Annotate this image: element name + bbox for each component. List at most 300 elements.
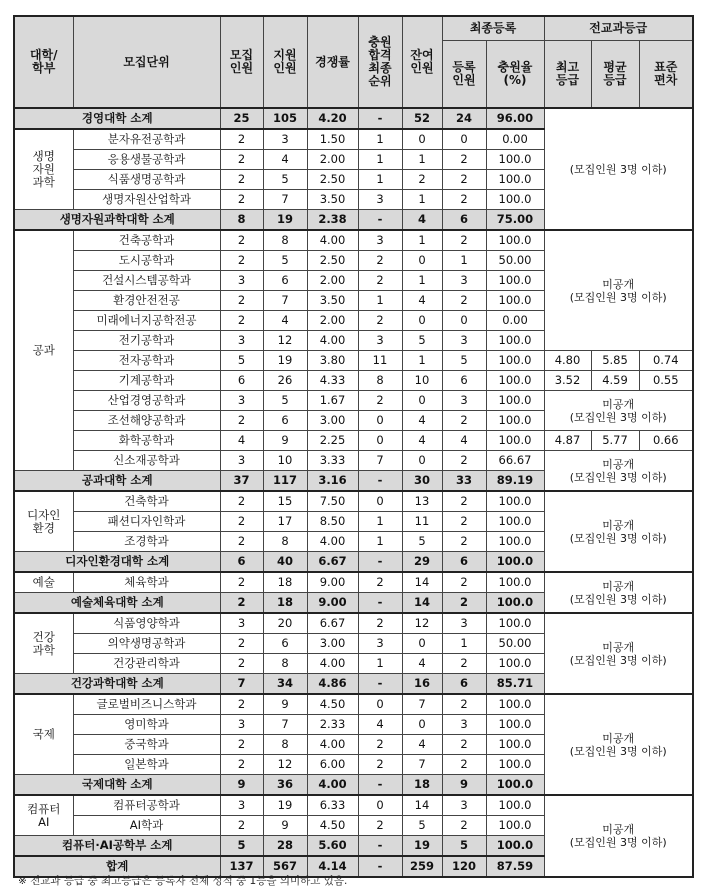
applicants-cell: 7	[263, 291, 307, 311]
reg-count-cell: 2	[442, 170, 486, 190]
quota-cell: 2	[220, 150, 263, 170]
fill-rate-cell: 100.0	[486, 351, 544, 371]
fill-rate-cell: 100.0	[486, 271, 544, 291]
reg-count-cell: 2	[442, 512, 486, 532]
ratio-cell: 2.00	[307, 150, 358, 170]
applicants-cell: 567	[263, 856, 307, 877]
dept-name: 응용생물공학과	[73, 150, 220, 170]
table-row	[14, 371, 693, 391]
col-grades: 전교과등급	[544, 16, 693, 41]
applicants-cell: 5	[263, 170, 307, 190]
remaining-cell: 0	[402, 251, 442, 271]
applicants-cell: 5	[263, 251, 307, 271]
applicants-cell: 8	[263, 532, 307, 552]
fill-rate-cell: 100.0	[486, 150, 544, 170]
quota-cell: 2	[220, 291, 263, 311]
applicants-cell: 12	[263, 755, 307, 775]
table-header	[14, 16, 693, 108]
applicants-cell: 117	[263, 471, 307, 492]
remaining-cell: 14	[402, 593, 442, 614]
rank-cell: -	[358, 674, 402, 695]
grade-undisclosed-note: (모집인원 3명 이하)	[544, 108, 693, 230]
col-avg-grade: 평균 등급	[591, 41, 639, 109]
quota-cell: 3	[220, 795, 263, 816]
quota-cell: 2	[220, 654, 263, 674]
fill-rate-cell: 100.0	[486, 532, 544, 552]
ratio-cell: 3.00	[307, 411, 358, 431]
ratio-cell: 7.50	[307, 491, 358, 512]
ratio-cell: 3.50	[307, 291, 358, 311]
rank-cell: 3	[358, 190, 402, 210]
fill-rate-cell: 96.00	[486, 108, 544, 129]
remaining-cell: 4	[402, 735, 442, 755]
applicants-cell: 3	[263, 129, 307, 150]
college-name: 디자인 환경	[14, 491, 73, 552]
reg-count-cell: 2	[442, 150, 486, 170]
remaining-cell: 5	[402, 816, 442, 836]
col-unit: 모집단위	[73, 16, 220, 108]
rank-cell: 3	[358, 331, 402, 351]
applicants-cell: 9	[263, 694, 307, 715]
applicants-cell: 40	[263, 552, 307, 573]
ratio-cell: 2.38	[307, 210, 358, 231]
grade-undisclosed-note: 미공개 (모집인원 3명 이하)	[544, 572, 693, 613]
fill-rate-cell: 100.0	[486, 755, 544, 775]
reg-count-cell: 4	[442, 431, 486, 451]
quota-cell: 2	[220, 532, 263, 552]
fill-rate-cell: 50.00	[486, 251, 544, 271]
remaining-cell: 0	[402, 634, 442, 654]
ratio-cell: 2.33	[307, 715, 358, 735]
quota-cell: 7	[220, 674, 263, 695]
table-body	[14, 108, 693, 877]
applicants-cell: 5	[263, 391, 307, 411]
quota-cell: 9	[220, 775, 263, 796]
remaining-cell: 1	[402, 150, 442, 170]
reg-count-cell: 3	[442, 715, 486, 735]
ratio-cell: 2.50	[307, 170, 358, 190]
dept-name: 조경학과	[73, 532, 220, 552]
quota-cell: 3	[220, 271, 263, 291]
ratio-cell: 8.50	[307, 512, 358, 532]
ratio-cell: 6.00	[307, 755, 358, 775]
rank-cell: 1	[358, 291, 402, 311]
dept-name: 건축공학과	[73, 230, 220, 251]
grade-undisclosed-note: 미공개 (모집인원 3명 이하)	[544, 230, 693, 351]
std-dev-cell: 0.66	[639, 431, 693, 451]
rank-cell: 0	[358, 795, 402, 816]
grade-undisclosed-note: 미공개 (모집인원 3명 이하)	[544, 613, 693, 694]
fill-rate-cell: 100.0	[486, 371, 544, 391]
quota-cell: 2	[220, 230, 263, 251]
college-name: 예술	[14, 572, 73, 593]
applicants-cell: 4	[263, 150, 307, 170]
fill-rate-cell: 100.0	[486, 775, 544, 796]
fill-rate-cell: 87.59	[486, 856, 544, 877]
dept-name: 의약생명공학과	[73, 634, 220, 654]
applicants-cell: 34	[263, 674, 307, 695]
reg-count-cell: 3	[442, 331, 486, 351]
reg-count-cell: 2	[442, 451, 486, 471]
dept-name: 조선해양공학과	[73, 411, 220, 431]
rank-cell: 2	[358, 251, 402, 271]
quota-cell: 2	[220, 411, 263, 431]
dept-name: 건설시스템공학과	[73, 271, 220, 291]
grade-undisclosed-note: 미공개 (모집인원 3명 이하)	[544, 694, 693, 795]
rank-cell: -	[358, 836, 402, 857]
dept-name: 생명자원산업학과	[73, 190, 220, 210]
reg-count-cell: 2	[442, 816, 486, 836]
dept-name: 건축학과	[73, 491, 220, 512]
remaining-cell: 52	[402, 108, 442, 129]
quota-cell: 5	[220, 836, 263, 857]
applicants-cell: 19	[263, 351, 307, 371]
fill-rate-cell: 100.0	[486, 411, 544, 431]
quota-cell: 5	[220, 351, 263, 371]
quota-cell: 3	[220, 613, 263, 634]
quota-cell: 2	[220, 735, 263, 755]
rank-cell: 0	[358, 431, 402, 451]
rank-cell: 7	[358, 451, 402, 471]
dept-name: 신소재공학과	[73, 451, 220, 471]
fill-rate-cell: 100.0	[486, 431, 544, 451]
subtotal-label: 건강과학대학 소계	[14, 674, 220, 695]
rank-cell: 1	[358, 170, 402, 190]
remaining-cell: 14	[402, 795, 442, 816]
ratio-cell: 4.00	[307, 775, 358, 796]
reg-count-cell: 2	[442, 491, 486, 512]
applicants-cell: 7	[263, 190, 307, 210]
rank-cell: 2	[358, 735, 402, 755]
ratio-cell: 2.00	[307, 311, 358, 331]
ratio-cell: 4.00	[307, 735, 358, 755]
remaining-cell: 5	[402, 532, 442, 552]
reg-count-cell: 2	[442, 190, 486, 210]
quota-cell: 2	[220, 634, 263, 654]
dept-name: 식품생명공학과	[73, 170, 220, 190]
quota-cell: 2	[220, 593, 263, 614]
dept-name: 환경안전전공	[73, 291, 220, 311]
quota-cell: 2	[220, 512, 263, 532]
ratio-cell: 3.00	[307, 634, 358, 654]
applicants-cell: 28	[263, 836, 307, 857]
fill-rate-cell: 100.0	[486, 795, 544, 816]
fill-rate-cell: 100.0	[486, 816, 544, 836]
subtotal-label: 합계	[14, 856, 220, 877]
college-name: 컴퓨터 AI	[14, 795, 73, 836]
quota-cell: 2	[220, 491, 263, 512]
dept-name: 화학공학과	[73, 431, 220, 451]
quota-cell: 37	[220, 471, 263, 492]
remaining-cell: 4	[402, 654, 442, 674]
rank-cell: 0	[358, 491, 402, 512]
rank-cell: -	[358, 593, 402, 614]
remaining-cell: 0	[402, 129, 442, 150]
applicants-cell: 19	[263, 210, 307, 231]
grade-undisclosed-note: 미공개 (모집인원 3명 이하)	[544, 491, 693, 572]
col-quota: 모집 인원	[220, 16, 263, 108]
reg-count-cell: 1	[442, 251, 486, 271]
col-best-grade: 최고 등급	[544, 41, 591, 109]
reg-count-cell: 0	[442, 129, 486, 150]
reg-count-cell: 2	[442, 593, 486, 614]
applicants-cell: 4	[263, 311, 307, 331]
applicants-cell: 19	[263, 795, 307, 816]
applicants-cell: 105	[263, 108, 307, 129]
reg-count-cell: 6	[442, 210, 486, 231]
ratio-cell: 3.16	[307, 471, 358, 492]
grade-undisclosed-note: 미공개 (모집인원 3명 이하)	[544, 451, 693, 492]
dept-name: 도시공학과	[73, 251, 220, 271]
rank-cell: 8	[358, 371, 402, 391]
table-row	[14, 431, 693, 451]
fill-rate-cell: 100.0	[486, 572, 544, 593]
ratio-cell: 6.67	[307, 613, 358, 634]
remaining-cell: 0	[402, 451, 442, 471]
remaining-cell: 4	[402, 291, 442, 311]
reg-count-cell: 6	[442, 371, 486, 391]
rank-cell: 2	[358, 572, 402, 593]
reg-count-cell: 2	[442, 755, 486, 775]
rank-cell: -	[358, 108, 402, 129]
remaining-cell: 10	[402, 371, 442, 391]
rank-cell: 0	[358, 411, 402, 431]
subtotal-label: 생명자원과학대학 소계	[14, 210, 220, 231]
fill-rate-cell: 75.00	[486, 210, 544, 231]
applicants-cell: 10	[263, 451, 307, 471]
remaining-cell: 4	[402, 411, 442, 431]
reg-count-cell: 33	[442, 471, 486, 492]
applicants-cell: 36	[263, 775, 307, 796]
reg-count-cell: 3	[442, 391, 486, 411]
fill-rate-cell: 100.0	[486, 512, 544, 532]
ratio-cell: 1.67	[307, 391, 358, 411]
rank-cell: 4	[358, 715, 402, 735]
fill-rate-cell: 100.0	[486, 170, 544, 190]
reg-count-cell: 6	[442, 674, 486, 695]
reg-count-cell: 2	[442, 230, 486, 251]
dept-name: 기계공학과	[73, 371, 220, 391]
table-row	[14, 391, 693, 411]
col-reg-count: 등록 인원	[442, 41, 486, 109]
col-final-reg: 최종등록	[442, 16, 544, 41]
fill-rate-cell: 0.00	[486, 311, 544, 331]
remaining-cell: 4	[402, 210, 442, 231]
subtotal-label: 국제대학 소계	[14, 775, 220, 796]
col-college: 대학/ 학부	[14, 16, 73, 108]
col-fill-rate: 충원율 (%)	[486, 41, 544, 109]
ratio-cell: 4.20	[307, 108, 358, 129]
rank-cell: 1	[358, 150, 402, 170]
ratio-cell: 2.25	[307, 431, 358, 451]
fill-rate-cell: 100.0	[486, 331, 544, 351]
rank-cell: 2	[358, 391, 402, 411]
rank-cell: 11	[358, 351, 402, 371]
reg-count-cell: 2	[442, 532, 486, 552]
fill-rate-cell: 100.0	[486, 735, 544, 755]
fill-rate-cell: 66.67	[486, 451, 544, 471]
remaining-cell: 1	[402, 230, 442, 251]
std-dev-cell: 0.74	[639, 351, 693, 371]
applicants-cell: 8	[263, 735, 307, 755]
rank-cell: -	[358, 856, 402, 877]
rank-cell: 2	[358, 613, 402, 634]
quota-cell: 6	[220, 371, 263, 391]
reg-count-cell: 2	[442, 654, 486, 674]
dept-name: 글로벌비즈니스학과	[73, 694, 220, 715]
rank-cell: 2	[358, 816, 402, 836]
remaining-cell: 29	[402, 552, 442, 573]
reg-count-cell: 1	[442, 634, 486, 654]
table-row	[14, 491, 693, 512]
table-row	[14, 351, 693, 371]
remaining-cell: 13	[402, 491, 442, 512]
remaining-cell: 0	[402, 715, 442, 735]
subtotal-label: 예술체육대학 소계	[14, 593, 220, 614]
college-name: 국제	[14, 694, 73, 775]
reg-count-cell: 3	[442, 613, 486, 634]
applicants-cell: 15	[263, 491, 307, 512]
remaining-cell: 1	[402, 190, 442, 210]
ratio-cell: 5.60	[307, 836, 358, 857]
quota-cell: 2	[220, 170, 263, 190]
reg-count-cell: 3	[442, 271, 486, 291]
subtotal-label: 경영대학 소계	[14, 108, 220, 129]
table-row	[14, 613, 693, 634]
applicants-cell: 20	[263, 613, 307, 634]
college-name: 공과	[14, 230, 73, 471]
grade-undisclosed-note: 미공개 (모집인원 3명 이하)	[544, 795, 693, 877]
quota-cell: 25	[220, 108, 263, 129]
fill-rate-cell: 0.00	[486, 129, 544, 150]
rank-cell: 3	[358, 634, 402, 654]
remaining-cell: 7	[402, 755, 442, 775]
fill-rate-cell: 89.19	[486, 471, 544, 492]
remaining-cell: 18	[402, 775, 442, 796]
quota-cell: 2	[220, 572, 263, 593]
applicants-cell: 17	[263, 512, 307, 532]
applicants-cell: 18	[263, 593, 307, 614]
ratio-cell: 3.50	[307, 190, 358, 210]
remaining-cell: 0	[402, 311, 442, 331]
quota-cell: 2	[220, 129, 263, 150]
ratio-cell: 6.67	[307, 552, 358, 573]
quota-cell: 3	[220, 391, 263, 411]
dept-name: 컴퓨터공학과	[73, 795, 220, 816]
rank-cell: 1	[358, 129, 402, 150]
quota-cell: 3	[220, 451, 263, 471]
fill-rate-cell: 100.0	[486, 694, 544, 715]
quota-cell: 2	[220, 755, 263, 775]
remaining-cell: 16	[402, 674, 442, 695]
rank-cell: 2	[358, 271, 402, 291]
col-ratio: 경쟁률	[307, 16, 358, 108]
col-rank: 충원 합격 최종 순위	[358, 16, 402, 108]
fill-rate-cell: 100.0	[486, 230, 544, 251]
rank-cell: 2	[358, 311, 402, 331]
dept-name: 체육학과	[73, 572, 220, 593]
dept-name: 산업경영공학과	[73, 391, 220, 411]
remaining-cell: 1	[402, 351, 442, 371]
dept-name: AI학과	[73, 816, 220, 836]
remaining-cell: 0	[402, 391, 442, 411]
remaining-cell: 2	[402, 170, 442, 190]
quota-cell: 2	[220, 816, 263, 836]
dept-name: 전기공학과	[73, 331, 220, 351]
rank-cell: 0	[358, 694, 402, 715]
dept-name: 중국학과	[73, 735, 220, 755]
reg-count-cell: 2	[442, 735, 486, 755]
dept-name: 식품영양학과	[73, 613, 220, 634]
reg-count-cell: 5	[442, 351, 486, 371]
fill-rate-cell: 100.0	[486, 491, 544, 512]
admission-results-table	[13, 15, 694, 878]
remaining-cell: 12	[402, 613, 442, 634]
dept-name: 건강관리학과	[73, 654, 220, 674]
quota-cell: 2	[220, 251, 263, 271]
fill-rate-cell: 100.0	[486, 190, 544, 210]
avg-grade-cell: 5.77	[591, 431, 639, 451]
quota-cell: 4	[220, 431, 263, 451]
table-row	[14, 694, 693, 715]
best-grade-cell: 3.52	[544, 371, 591, 391]
fill-rate-cell: 100.0	[486, 593, 544, 614]
fill-rate-cell: 100.0	[486, 715, 544, 735]
applicants-cell: 6	[263, 411, 307, 431]
reg-count-cell: 9	[442, 775, 486, 796]
std-dev-cell: 0.55	[639, 371, 693, 391]
ratio-cell: 4.33	[307, 371, 358, 391]
table-row	[14, 795, 693, 816]
dept-name: 분자유전공학과	[73, 129, 220, 150]
fill-rate-cell: 100.0	[486, 291, 544, 311]
subtotal-label: 디자인환경대학 소계	[14, 552, 220, 573]
reg-count-cell: 120	[442, 856, 486, 877]
reg-count-cell: 24	[442, 108, 486, 129]
ratio-cell: 4.00	[307, 654, 358, 674]
table-row	[14, 230, 693, 251]
college-name: 건강 과학	[14, 613, 73, 674]
rank-cell: -	[358, 775, 402, 796]
subtotal-label: 컴퓨터·AI공학부 소계	[14, 836, 220, 857]
table-row	[14, 451, 693, 471]
ratio-cell: 9.00	[307, 572, 358, 593]
footnote: ※ 전교과 등급 중 최고등급은 등록자 전체 성적 중 1등을 의미하고 있음.	[18, 875, 348, 887]
dept-name: 전자공학과	[73, 351, 220, 371]
ratio-cell: 6.33	[307, 795, 358, 816]
subtotal-label: 공과대학 소계	[14, 471, 220, 492]
applicants-cell: 9	[263, 816, 307, 836]
remaining-cell: 259	[402, 856, 442, 877]
subtotal-row	[14, 108, 693, 129]
dept-name: 영미학과	[73, 715, 220, 735]
best-grade-cell: 4.80	[544, 351, 591, 371]
reg-count-cell: 3	[442, 795, 486, 816]
table-row	[14, 572, 693, 593]
quota-cell: 2	[220, 190, 263, 210]
ratio-cell: 4.00	[307, 230, 358, 251]
rank-cell: -	[358, 210, 402, 231]
reg-count-cell: 5	[442, 836, 486, 857]
reg-count-cell: 2	[442, 694, 486, 715]
remaining-cell: 1	[402, 271, 442, 291]
rank-cell: -	[358, 471, 402, 492]
ratio-cell: 3.33	[307, 451, 358, 471]
fill-rate-cell: 100.0	[486, 552, 544, 573]
fill-rate-cell: 100.0	[486, 613, 544, 634]
rank-cell: -	[358, 552, 402, 573]
ratio-cell: 1.50	[307, 129, 358, 150]
